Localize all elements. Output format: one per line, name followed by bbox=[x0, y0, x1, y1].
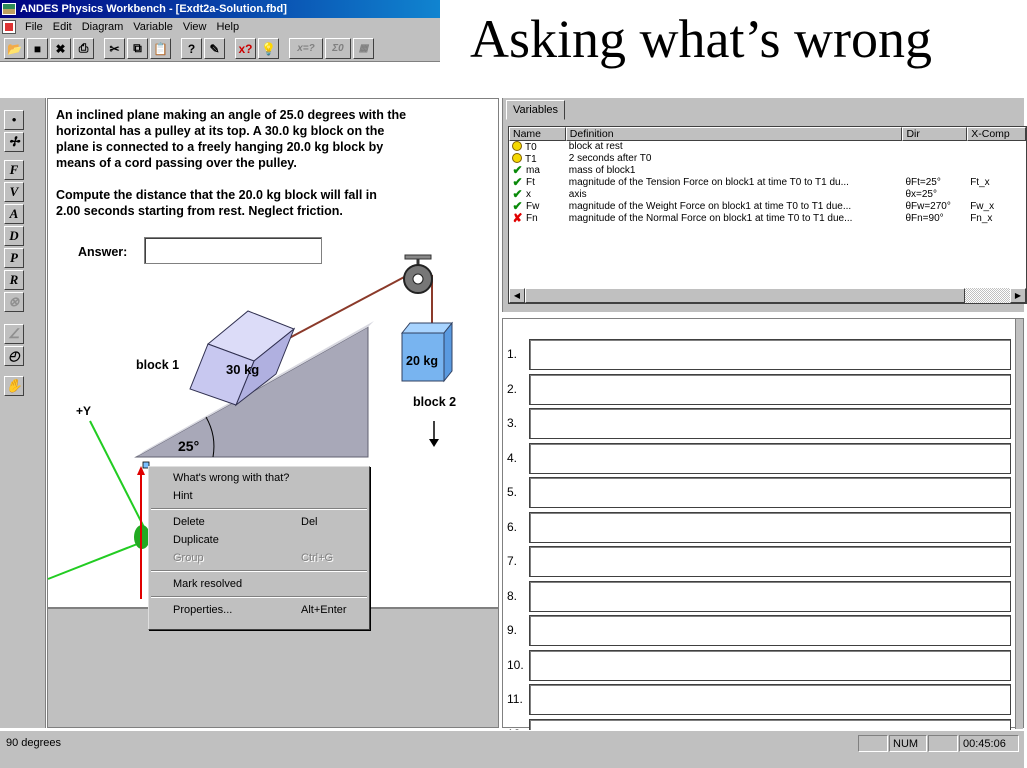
equation-row bbox=[503, 337, 1013, 371]
displacement-tool-icon[interactable]: D bbox=[4, 226, 24, 246]
menu-separator bbox=[151, 508, 367, 510]
context-menu-shortcut: Del bbox=[301, 516, 318, 528]
tab-variables[interactable]: Variables bbox=[506, 100, 565, 120]
timer-tool-icon[interactable]: ◴ bbox=[4, 346, 24, 366]
variable-name-cell bbox=[509, 213, 566, 225]
variable-row-fn[interactable] bbox=[509, 213, 1026, 225]
menu-file[interactable]: File bbox=[25, 21, 43, 33]
block-1-mass: 30 kg bbox=[226, 362, 260, 377]
whats-wrong-icon[interactable]: x? bbox=[235, 38, 256, 59]
variable-definition: magnitude of the Weight Force on block1 at time T0 to T1 due... bbox=[568, 201, 852, 212]
variable-direction: θx=25° bbox=[905, 189, 937, 200]
variable-definition: mass of block1 bbox=[568, 165, 636, 176]
status-panel-blank-2 bbox=[928, 735, 958, 752]
equation-input[interactable] bbox=[529, 339, 1011, 370]
variable-x-component: Ft_x bbox=[970, 177, 990, 188]
equation-number: 9. bbox=[507, 623, 518, 637]
equation-input[interactable] bbox=[529, 512, 1011, 543]
equation-row bbox=[503, 648, 1013, 682]
variable-direction bbox=[902, 141, 967, 153]
red-x-icon: ✘ bbox=[512, 211, 523, 225]
variable-direction bbox=[902, 153, 967, 165]
status-panel-blank bbox=[858, 735, 888, 752]
answer-input[interactable] bbox=[144, 237, 322, 264]
andes-app-icon bbox=[2, 3, 16, 15]
variable-name: x bbox=[526, 189, 531, 200]
scroll-thumb[interactable] bbox=[525, 288, 965, 303]
copy-icon[interactable]: ⧉ bbox=[127, 38, 148, 59]
equation-row bbox=[503, 441, 1013, 475]
whats-this-help-icon[interactable]: ? bbox=[181, 38, 202, 59]
clock-display: 00:45:06 bbox=[959, 735, 1019, 752]
print-icon[interactable]: ⎙ bbox=[73, 38, 94, 59]
pulley-axle bbox=[413, 274, 423, 284]
horizontal-scrollbar[interactable] bbox=[509, 288, 1026, 303]
variable-direction: θFt=25° bbox=[905, 177, 941, 188]
menu-view[interactable]: View bbox=[182, 21, 207, 33]
calculator-icon[interactable]: ▦ bbox=[353, 38, 374, 59]
open-folder-icon[interactable]: 📂 bbox=[4, 38, 25, 59]
checkmark-icon: ✔ bbox=[512, 199, 523, 213]
column-header-xcomp[interactable]: X-Comp bbox=[967, 127, 1026, 141]
toolbar bbox=[0, 36, 440, 62]
equation-row bbox=[503, 406, 1013, 440]
variable-x-component bbox=[967, 189, 1026, 201]
equation-number: 7. bbox=[507, 554, 518, 568]
y-axis-label: +Y bbox=[76, 404, 92, 418]
equation-input[interactable] bbox=[529, 408, 1011, 439]
variable-name: Fn bbox=[526, 213, 538, 224]
equation-row bbox=[503, 682, 1013, 716]
block-2-mass: 20 kg bbox=[406, 354, 438, 368]
status-text: 90 degrees bbox=[6, 737, 62, 749]
sum-equations-button[interactable]: Σ0 bbox=[325, 38, 351, 59]
checkmark-icon: ✔ bbox=[512, 187, 523, 201]
variable-name: T0 bbox=[525, 142, 537, 153]
momentum-tool-icon[interactable]: P bbox=[4, 248, 24, 268]
equation-input[interactable] bbox=[529, 546, 1011, 577]
solve-variable-button[interactable]: x=? bbox=[289, 38, 323, 59]
variable-definition: 2 seconds after T0 bbox=[568, 153, 652, 164]
context-menu-item-label: Delete bbox=[173, 516, 205, 528]
vertical-scrollbar[interactable] bbox=[1015, 319, 1023, 729]
context-menu-item-label: Mark resolved bbox=[173, 578, 243, 590]
delete-icon[interactable]: ✖ bbox=[50, 38, 71, 59]
variable-row-x[interactable] bbox=[509, 189, 1026, 201]
tool-palette bbox=[0, 98, 46, 728]
menu-separator bbox=[151, 570, 367, 572]
menu-bar bbox=[0, 18, 440, 36]
paste-icon[interactable]: 📋 bbox=[150, 38, 171, 59]
window-title-bar[interactable] bbox=[0, 0, 440, 18]
variable-direction: θFn=90° bbox=[905, 213, 944, 224]
context-menu-item-label: Hint bbox=[173, 490, 193, 502]
equation-number: 6. bbox=[507, 519, 518, 534]
block-2-label: block 2 bbox=[413, 395, 457, 409]
unknown-tool-icon[interactable]: ⊗ bbox=[4, 292, 24, 312]
variable-row-ma[interactable] bbox=[509, 165, 1026, 177]
equation-row bbox=[503, 510, 1013, 544]
menu-variable[interactable]: Variable bbox=[133, 21, 173, 33]
smiley-icon bbox=[512, 141, 522, 151]
variable-x-component bbox=[967, 141, 1026, 153]
variable-name-cell bbox=[509, 141, 566, 153]
variable-name: ma bbox=[526, 165, 540, 176]
window-title: ANDES Physics Workbench - [Exdt2a-Solution.fbd] bbox=[20, 3, 287, 15]
variables-table-header bbox=[509, 127, 1026, 141]
angle-tool-icon[interactable]: ∠ bbox=[4, 324, 24, 344]
equation-row bbox=[503, 475, 1013, 509]
equation-row bbox=[503, 372, 1013, 406]
context-menu bbox=[148, 466, 370, 630]
axes-tool-icon[interactable]: ✢ bbox=[4, 132, 24, 152]
equation-pane bbox=[502, 318, 1024, 728]
equation-input[interactable] bbox=[529, 374, 1011, 405]
hint-lightbulb-icon[interactable]: 💡 bbox=[258, 38, 279, 59]
variable-definition: block at rest bbox=[568, 141, 623, 152]
context-menu-item-duplicate[interactable] bbox=[149, 531, 369, 549]
context-menu-shortcut: Alt+Enter bbox=[301, 604, 347, 616]
equation-input[interactable] bbox=[529, 477, 1011, 508]
column-header-name[interactable]: Name bbox=[509, 127, 566, 141]
document-icon[interactable] bbox=[2, 20, 16, 34]
variable-x-component bbox=[967, 153, 1026, 165]
force-tool-icon[interactable]: F bbox=[4, 160, 24, 180]
column-header-dir[interactable]: Dir bbox=[902, 127, 967, 141]
variable-row-fw[interactable] bbox=[509, 201, 1026, 213]
equation-number: 4. bbox=[507, 450, 518, 465]
variable-name: Ft bbox=[526, 177, 535, 188]
menu-diagram[interactable]: Diagram bbox=[81, 21, 124, 33]
context-menu-item-mark-resolved[interactable] bbox=[149, 575, 369, 593]
variables-pane bbox=[502, 98, 1024, 312]
context-menu-item-properties[interactable] bbox=[149, 601, 369, 619]
angle-label: 25° bbox=[178, 438, 200, 454]
context-menu-item-label: What's wrong with that? bbox=[173, 472, 290, 484]
equation-number: 1. bbox=[507, 347, 518, 361]
context-menu-item-hint[interactable] bbox=[149, 487, 369, 505]
scroll-right-icon[interactable]: ▶ bbox=[1010, 288, 1026, 303]
equation-row bbox=[503, 544, 1013, 578]
variable-x-component: Fn_x bbox=[970, 213, 993, 224]
variable-row-t0[interactable] bbox=[509, 141, 1026, 153]
menu-edit[interactable]: Edit bbox=[52, 21, 72, 33]
acceleration-tool-icon[interactable]: A bbox=[4, 204, 24, 224]
select-tool-icon[interactable]: • bbox=[4, 110, 24, 130]
context-menu-item-label: Group bbox=[173, 552, 204, 564]
context-menu-item-delete[interactable] bbox=[149, 513, 369, 531]
variable-row-ft[interactable] bbox=[509, 177, 1026, 189]
answer-label: Answer: bbox=[78, 245, 128, 259]
equation-number: 11. bbox=[507, 692, 523, 706]
variable-definition: magnitude of the Tension Force on block1 at time T0 to T1 du... bbox=[568, 177, 849, 188]
checkmark-icon: ✔ bbox=[512, 175, 523, 189]
cord-incline bbox=[278, 275, 408, 344]
variable-x-component: Fw_x bbox=[970, 201, 995, 212]
num-lock-indicator: NUM bbox=[889, 735, 927, 752]
scroll-left-icon[interactable]: ◀ bbox=[509, 288, 525, 303]
equation-number: 5. bbox=[507, 485, 518, 499]
variable-direction bbox=[902, 165, 967, 177]
relative-position-tool-icon[interactable]: R bbox=[4, 270, 24, 290]
smiley-icon bbox=[512, 153, 522, 163]
x-axis[interactable] bbox=[48, 539, 150, 579]
equation-row bbox=[503, 579, 1013, 613]
context-menu-item-what-s-wrong-with-that[interactable] bbox=[149, 469, 369, 487]
variable-definition: axis bbox=[568, 189, 587, 200]
variable-name: Fw bbox=[526, 201, 540, 212]
status-bar bbox=[0, 730, 1024, 768]
stop-tool-icon[interactable]: ✋ bbox=[4, 376, 24, 396]
equation-input[interactable] bbox=[529, 650, 1011, 681]
variable-name: T1 bbox=[525, 154, 537, 165]
variables-rows bbox=[509, 141, 1026, 225]
equation-row bbox=[503, 613, 1013, 647]
equation-number: 8. bbox=[507, 588, 518, 603]
equation-input[interactable] bbox=[529, 443, 1011, 474]
edit-properties-icon[interactable]: ✎ bbox=[204, 38, 225, 59]
save-icon[interactable]: ■ bbox=[27, 38, 48, 59]
variable-definition: magnitude of the Normal Force on block1 at time T0 to T1 due... bbox=[568, 213, 853, 224]
slide-title: Asking what’s wrong bbox=[470, 9, 932, 69]
context-menu-shortcut: Ctrl+G bbox=[301, 552, 334, 564]
equation-number: 10. bbox=[507, 657, 524, 672]
context-menu-item-label: Properties... bbox=[173, 604, 233, 616]
checkmark-icon: ✔ bbox=[512, 163, 523, 177]
problem-statement: An inclined plane making an angle of 25.0 degrees with the horizontal has a pulley at its top. A 30.0 kg block on the plane is connected to a freely hanging 20.0 kg block by means of a cord passing over the pulley. Compute the distance that the 20.0 kg block will fall in 2.00 seconds starting from rest. Neglect friction. bbox=[56, 108, 407, 218]
context-menu-item-label: Duplicate bbox=[173, 534, 219, 546]
variable-direction: θFw=270° bbox=[905, 201, 951, 212]
equation-input[interactable] bbox=[529, 684, 1011, 715]
equation-input[interactable] bbox=[529, 615, 1011, 646]
context-menu-item-group bbox=[149, 549, 369, 567]
cut-icon[interactable]: ✂ bbox=[104, 38, 125, 59]
variable-row-t1[interactable] bbox=[509, 153, 1026, 165]
equation-number: 2. bbox=[507, 381, 518, 396]
block-1-label: block 1 bbox=[136, 358, 180, 372]
velocity-tool-icon[interactable]: V bbox=[4, 182, 24, 202]
block-2[interactable] bbox=[402, 323, 452, 381]
menu-help[interactable]: Help bbox=[216, 21, 240, 33]
column-header-definition[interactable]: Definition bbox=[566, 127, 903, 141]
menu-separator bbox=[151, 596, 367, 598]
variable-x-component bbox=[967, 165, 1026, 177]
equation-number: 3. bbox=[507, 416, 518, 430]
variables-table bbox=[508, 126, 1027, 304]
equation-input[interactable] bbox=[529, 581, 1011, 612]
pulley-mount bbox=[405, 255, 431, 259]
